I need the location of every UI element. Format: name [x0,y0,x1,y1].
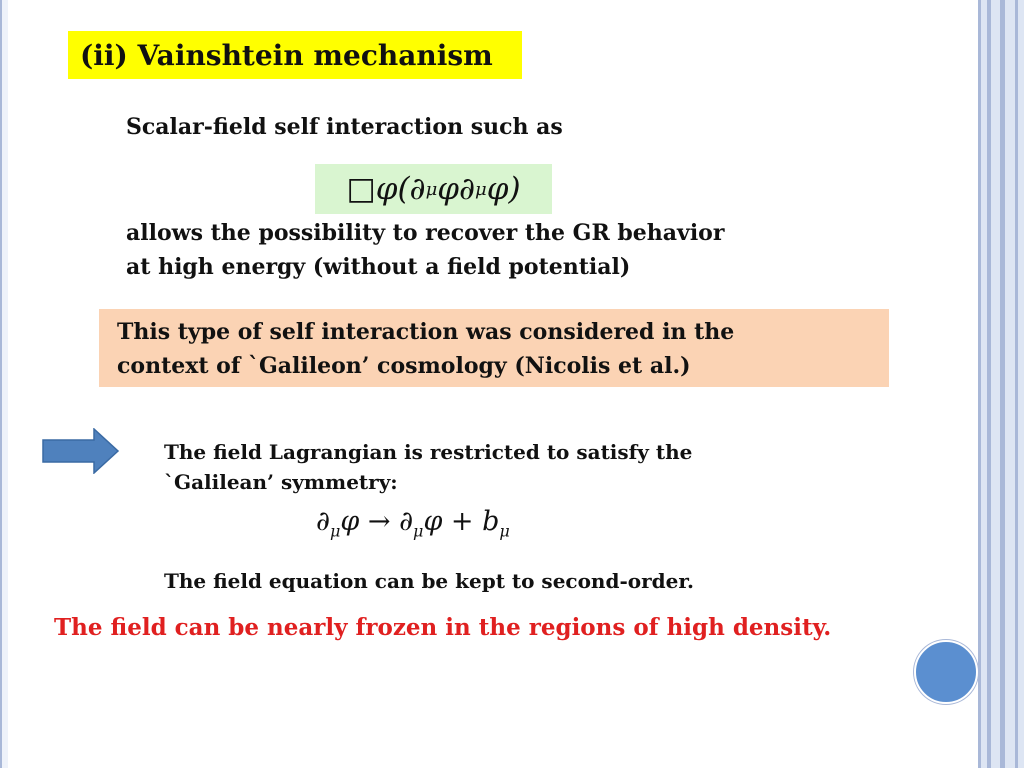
right-arrow-icon [42,428,120,474]
dalembertian-symbol: □ [346,171,376,207]
galilean-symmetry-formula: $\partial_\mu\varphi \to \partial_\mu\varphi + b_\mu$ [316,506,510,541]
left-frame-border [0,0,8,768]
slide-title-text: (ii) Vainshtein mechanism [80,38,493,72]
decorative-circle [914,640,978,704]
slide-title [68,31,522,79]
self-interaction-formula: □ φ(∂ μ φ∂ μ φ) [315,164,552,214]
second-order-text: The field equation can be kept to second-order. [164,569,695,593]
intro-text: Scalar-field self interaction such as [126,114,563,140]
right-frame-border [978,0,1024,768]
gr-recovery-text: allows the possibility to recover the GR behavior at high energy (without a field potential) [126,220,725,280]
galileon-highlight-box: This type of self interaction was considered in the context of `Galileon’ cosmology (Nicolis et al.) [99,309,889,387]
lagrangian-text: The field Lagrangian is restricted to satisfy the `Galilean’ symmetry: [164,440,693,494]
frozen-field-text: The field can be nearly frozen in the regions of high density. [54,614,832,641]
